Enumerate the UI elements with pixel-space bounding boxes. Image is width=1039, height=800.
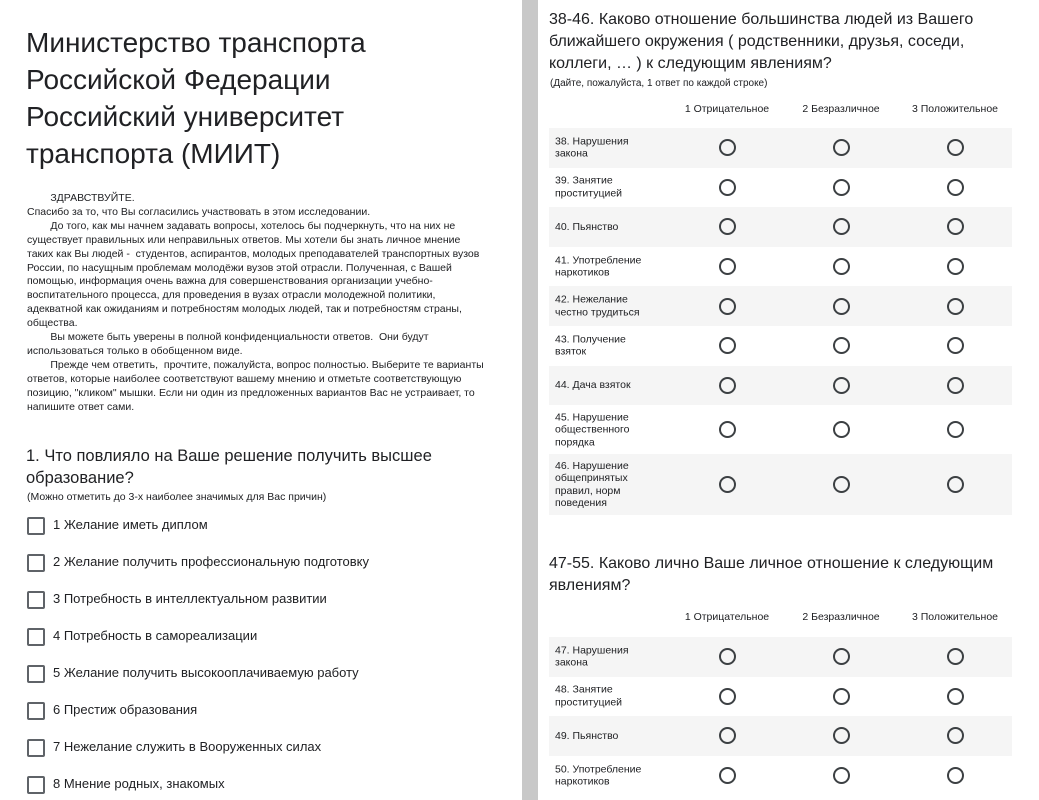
radio-positive[interactable] [947, 767, 964, 784]
checkbox[interactable] [27, 776, 45, 794]
radio-negative[interactable] [719, 298, 736, 315]
radio-positive[interactable] [947, 337, 964, 354]
question-38-title: 38-46. Каково отношение большинства людей из Вашего ближайшего окружения ( родственники, друзья, соседи, коллеги, … ) к следующим явлениям? [549, 11, 974, 72]
grid-row [549, 128, 1012, 168]
grid-row [549, 326, 1012, 366]
question-47-grid [549, 637, 1012, 795]
question-38-grid [549, 128, 1012, 515]
radio-indifferent[interactable] [833, 218, 850, 235]
grid-row [549, 756, 1012, 796]
radio-positive[interactable] [947, 377, 964, 394]
checkbox[interactable] [27, 665, 45, 683]
row-label: 40. Пьянство [555, 220, 619, 233]
radio-indifferent[interactable] [833, 688, 850, 705]
radio-indifferent[interactable] [833, 258, 850, 275]
row-label: 47. Нарушения закона [555, 644, 629, 669]
grid-row [549, 247, 1012, 287]
question-38-hint: (Дайте, пожалуйста, 1 ответ по каждой строке) [550, 78, 768, 89]
grid-row [549, 716, 1012, 756]
radio-positive[interactable] [947, 179, 964, 196]
question-38-column-headers [549, 102, 1012, 120]
option-label: 1 Желание иметь диплом [53, 517, 208, 532]
option-label: 4 Потребность в самореализации [53, 628, 258, 643]
grid-row [549, 207, 1012, 247]
radio-negative[interactable] [719, 421, 736, 438]
radio-indifferent[interactable] [833, 377, 850, 394]
row-label: 46. Нарушение общепринятых правил, норм поведения [555, 459, 629, 510]
checkbox[interactable] [27, 702, 45, 720]
checkbox[interactable] [27, 591, 45, 609]
option-label: 6 Престиж образования [53, 702, 198, 717]
row-label: 41. Употребление наркотиков [555, 254, 642, 279]
radio-negative[interactable] [719, 648, 736, 665]
radio-positive[interactable] [947, 476, 964, 493]
radio-negative[interactable] [719, 476, 736, 493]
radio-negative[interactable] [719, 337, 736, 354]
question-47-title: 47-55. Каково лично Ваше личное отношение к следующим явлениям? [549, 555, 994, 594]
row-label: 48. Занятие проституцией [555, 683, 623, 709]
form-title: Министерство транспорта Российской Федерации Российский университет транспорта (МИИТ) [26, 27, 366, 169]
form-intro: ЗДРАВСТВУЙТЕ. Спасибо за то, что Вы согласились участвовать в этом исследовании. До того, как мы начнем задавать вопросы, хотелось бы подчеркнуть, что на них не существует правильных или неправильных ответов. Мы хотели бы знать личное мнение таких как Вы людей - студентов, аспирантов, молодых преподавателей транспортных вузов России, по насущным проблемам молодёжи вузов этой отрасли. Полученная, с Вашей помощью, информация очень важна для совершенствования организации учебно- воспитательного процесса, для проведения в вузах отрасли молодежной политики, адекватной как ожиданиям и потребностям молодых людей, так и потребностям страны, общества. Вы можете быть уверены в полной конфиденциальности ответов. Они будут использоваться только в обобщенном виде. Прежде чем ответить, прочтите, пожалуйста, вопрос полностью. Выберите те варианты ответов, которые наиболее соответствуют вашему мнению и отметьте соответствующую позицию, "кликом" мышки. Если ни один из предложенных вариантов Вас не устраивает, то напишите ответ сами. [27, 192, 484, 413]
grid-row [549, 286, 1012, 326]
row-label: 45. Нарушение общественного порядка [555, 410, 630, 448]
checkbox-option[interactable] [26, 621, 506, 658]
question-1-hint: (Можно отметить до 3-х наиболее значимых для Вас причин) [27, 491, 327, 503]
radio-positive[interactable] [947, 298, 964, 315]
column-header-indifferent: 2 Безразличное [802, 103, 880, 115]
radio-negative[interactable] [719, 727, 736, 744]
radio-indifferent[interactable] [833, 421, 850, 438]
option-label: 2 Желание получить профессиональную подготовку [53, 554, 369, 569]
radio-indifferent[interactable] [833, 139, 850, 156]
row-label: 43. Получение взяток [555, 333, 626, 358]
radio-positive[interactable] [947, 421, 964, 438]
question-47-column-headers [549, 610, 1012, 628]
question-1-title: 1. Что повлияло на Ваше решение получить высшее образование? [26, 447, 432, 487]
radio-negative[interactable] [719, 688, 736, 705]
checkbox-option[interactable] [26, 732, 506, 769]
option-label: 5 Желание получить высокооплачиваемую работу [53, 665, 359, 680]
radio-positive[interactable] [947, 727, 964, 744]
radio-indifferent[interactable] [833, 648, 850, 665]
checkbox[interactable] [27, 554, 45, 572]
radio-positive[interactable] [947, 139, 964, 156]
radio-negative[interactable] [719, 767, 736, 784]
column-header-negative: 1 Отрицательное [684, 611, 770, 623]
radio-negative[interactable] [719, 179, 736, 196]
radio-indifferent[interactable] [833, 727, 850, 744]
radio-positive[interactable] [947, 648, 964, 665]
radio-positive[interactable] [947, 258, 964, 275]
checkbox-option[interactable] [26, 510, 506, 547]
column-header-positive: 3 Положительное [911, 103, 999, 115]
option-label: 8 Мнение родных, знакомых [53, 776, 225, 791]
radio-positive[interactable] [947, 218, 964, 235]
grid-row [549, 637, 1012, 677]
option-label: 3 Потребность в интеллектуальном развитии [53, 591, 327, 606]
checkbox[interactable] [27, 739, 45, 757]
row-label: 39. Занятие проституцией [555, 174, 623, 200]
row-label: 38. Нарушения закона [555, 135, 629, 160]
radio-positive[interactable] [947, 688, 964, 705]
radio-indifferent[interactable] [833, 476, 850, 493]
checkbox-option[interactable] [26, 547, 506, 584]
right-page [538, 0, 1039, 800]
radio-negative[interactable] [719, 377, 736, 394]
row-label: 50. Употребление наркотиков [555, 763, 642, 788]
checkbox[interactable] [27, 517, 45, 535]
radio-negative[interactable] [719, 139, 736, 156]
question-1-options [26, 510, 506, 800]
grid-row [549, 454, 1012, 515]
radio-negative[interactable] [719, 218, 736, 235]
column-header-negative: 1 Отрицательное [684, 103, 770, 115]
checkbox[interactable] [27, 628, 45, 646]
radio-indifferent[interactable] [833, 298, 850, 315]
page-divider [522, 0, 538, 800]
radio-indifferent[interactable] [833, 337, 850, 354]
radio-indifferent[interactable] [833, 179, 850, 196]
option-label: 7 Нежелание служить в Вооруженных силах [53, 739, 322, 754]
checkbox-option[interactable] [26, 584, 506, 621]
row-label: 44. Дача взяток [555, 379, 631, 392]
grid-row [549, 405, 1012, 454]
checkbox-option[interactable] [26, 658, 506, 695]
column-header-indifferent: 2 Безразличное [802, 611, 880, 623]
checkbox-option[interactable] [26, 769, 506, 800]
radio-indifferent[interactable] [833, 767, 850, 784]
grid-row [549, 366, 1012, 406]
checkbox-option[interactable] [26, 695, 506, 732]
row-label: 49. Пьянство [555, 729, 619, 742]
grid-row [549, 168, 1012, 208]
grid-row [549, 677, 1012, 717]
column-header-positive: 3 Положительное [911, 611, 999, 623]
radio-negative[interactable] [719, 258, 736, 275]
row-label: 42. Нежелание честно трудиться [555, 293, 640, 319]
